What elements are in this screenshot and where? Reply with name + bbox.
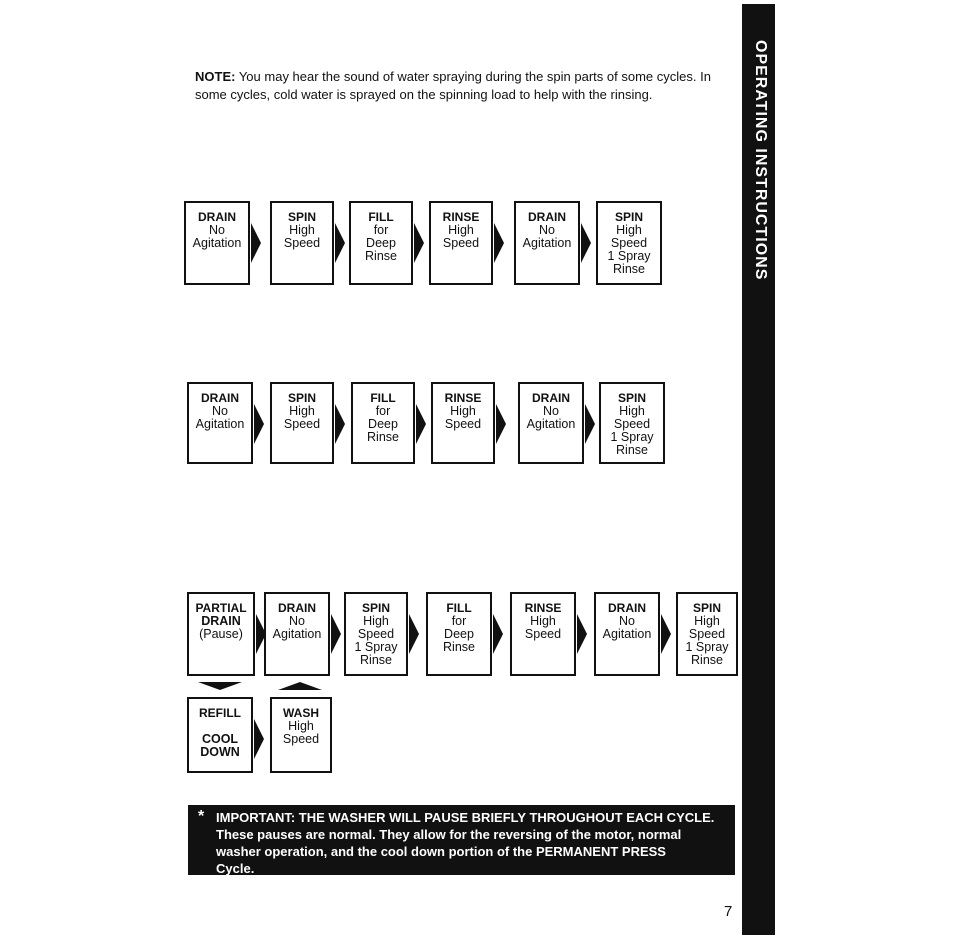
step-line: Agitation: [272, 627, 322, 641]
row3-step-box: [510, 592, 576, 676]
row1-step-box: [514, 201, 580, 285]
step-heading: REFILL: [199, 706, 241, 720]
step-line: No: [209, 223, 225, 237]
row1-step-box: [184, 201, 250, 285]
asterisk: *: [198, 808, 205, 825]
step-line: Speed: [357, 627, 395, 641]
step-line: Deep: [368, 417, 398, 431]
step-heading: SPIN: [287, 210, 316, 224]
step-heading: SPIN: [361, 601, 390, 615]
step-line: for: [373, 223, 389, 237]
step-line: DOWN: [200, 745, 240, 759]
flow-arrow-icon: [335, 404, 345, 444]
step-heading: DRAIN: [532, 391, 570, 405]
step-line: 1 Spray: [610, 430, 654, 444]
step-line: Rinse: [616, 443, 648, 457]
step-line: No: [212, 404, 228, 418]
step-line: for: [375, 404, 391, 418]
arrow-down-icon: [198, 682, 242, 690]
row3-step-box: [676, 592, 738, 676]
step-line: No: [543, 404, 559, 418]
step-heading: DRAIN: [198, 210, 236, 224]
step-line: No: [539, 223, 555, 237]
step-line: Rinse: [367, 430, 399, 444]
step-line: 1 Spray: [607, 249, 651, 263]
step-heading: FILL: [370, 391, 396, 405]
row1-step-box: [429, 201, 493, 285]
flow-arrow-icon: [409, 614, 419, 654]
flow-arrow-icon: [254, 719, 264, 759]
flow-arrow-icon: [585, 404, 595, 444]
note-text: You may hear the sound of water spraying during the spin parts of some cycles. In some cycles, cold water is sprayed on the spinning load to help with the rinsing.: [195, 69, 711, 102]
step-line: Speed: [688, 627, 726, 641]
step-line: Rinse: [443, 640, 475, 654]
row2-step-box: [351, 382, 415, 464]
step-line: Deep: [444, 627, 474, 641]
flow-arrow-icon: [251, 223, 261, 263]
row1-step-box: [349, 201, 413, 285]
step-heading: RINSE: [442, 210, 480, 224]
important-banner: [188, 805, 735, 875]
flow-arrow-icon: [493, 614, 503, 654]
step-line: 1 Spray: [354, 640, 398, 654]
row4-step-box: [270, 697, 332, 773]
banner-line-3: washer operation, and the cool down portion of the PERMANENT PRESS: [216, 844, 666, 859]
step-line: Agitation: [602, 627, 652, 641]
step-line: 1 Spray: [685, 640, 729, 654]
step-line: (Pause): [199, 627, 243, 641]
row1-step-box: [596, 201, 662, 285]
step-line: Speed: [524, 627, 562, 641]
step-line: Speed: [283, 236, 321, 250]
row2-step-box: [599, 382, 665, 464]
row2-step-box: [518, 382, 584, 464]
step-heading: SPIN: [614, 210, 643, 224]
step-line: High: [694, 614, 720, 628]
step-line: High: [363, 614, 389, 628]
flow-arrow-icon: [494, 223, 504, 263]
step-line: High: [619, 404, 645, 418]
step-heading: DRAIN: [608, 601, 646, 615]
step-line: Rinse: [360, 653, 392, 667]
step-heading: FILL: [368, 210, 394, 224]
step-line: High: [450, 404, 476, 418]
step-line: High: [288, 719, 314, 733]
flow-arrow-icon: [254, 404, 264, 444]
step-line: Deep: [366, 236, 396, 250]
step-line: No: [289, 614, 305, 628]
row3-step-box: [264, 592, 330, 676]
arrow-up-icon: [278, 682, 322, 690]
step-line: High: [289, 404, 315, 418]
step-line: High: [616, 223, 642, 237]
step-line: Rinse: [613, 262, 645, 276]
note-paragraph: [195, 68, 735, 104]
flow-arrow-icon: [581, 223, 591, 263]
flow-arrow-icon: [661, 614, 671, 654]
step-line: Rinse: [365, 249, 397, 263]
row2-step-box: [431, 382, 495, 464]
banner-line-1: IMPORTANT: THE WASHER WILL PAUSE BRIEFLY THROUGHOUT EACH CYCLE.: [216, 810, 715, 825]
step-line: Speed: [442, 236, 480, 250]
step-line: Speed: [444, 417, 482, 431]
flow-arrow-icon: [577, 614, 587, 654]
step-heading: FILL: [446, 601, 472, 615]
step-line: High: [289, 223, 315, 237]
step-heading: DRAIN: [528, 210, 566, 224]
sidebar-title: OPERATING INSTRUCTIONS: [752, 40, 769, 281]
step-heading: DRAIN: [201, 391, 239, 405]
banner-line-4: Cycle.: [216, 861, 255, 876]
step-heading: DRAIN: [278, 601, 316, 615]
step-line: High: [530, 614, 556, 628]
note-label: NOTE:: [195, 69, 236, 84]
step-line: No: [619, 614, 635, 628]
step-line: Speed: [282, 732, 320, 746]
page-number: 7: [724, 903, 733, 920]
step-heading: SPIN: [617, 391, 646, 405]
step-line: Agitation: [526, 417, 576, 431]
row3-step-box: [187, 592, 255, 676]
step-heading: SPIN: [692, 601, 721, 615]
step-heading: RINSE: [444, 391, 482, 405]
step-line: Agitation: [522, 236, 572, 250]
step-line: Speed: [610, 236, 648, 250]
flow-arrow-icon: [496, 404, 506, 444]
step-line: Speed: [283, 417, 321, 431]
flow-arrow-icon: [335, 223, 345, 263]
row4-step-box: [187, 697, 253, 773]
row2-step-box: [270, 382, 334, 464]
row2-step-box: [187, 382, 253, 464]
step-line: Agitation: [192, 236, 242, 250]
step-line: DRAIN: [201, 614, 241, 628]
step-line: Agitation: [195, 417, 245, 431]
step-line: Speed: [613, 417, 651, 431]
step-heading: WASH: [283, 706, 319, 720]
step-heading: PARTIAL: [195, 601, 247, 615]
row3-step-box: [594, 592, 660, 676]
row3-step-box: [344, 592, 408, 676]
banner-line-2: These pauses are normal. They allow for the reversing of the motor, normal: [216, 827, 682, 842]
row3-step-box: [426, 592, 492, 676]
flow-arrow-icon: [416, 404, 426, 444]
step-heading: RINSE: [524, 601, 562, 615]
row1-step-box: [270, 201, 334, 285]
step-line: Rinse: [691, 653, 723, 667]
flow-arrow-icon: [331, 614, 341, 654]
flow-arrow-icon: [414, 223, 424, 263]
step-line: for: [451, 614, 467, 628]
step-heading: SPIN: [287, 391, 316, 405]
step-line: COOL: [201, 732, 239, 746]
step-line: High: [448, 223, 474, 237]
